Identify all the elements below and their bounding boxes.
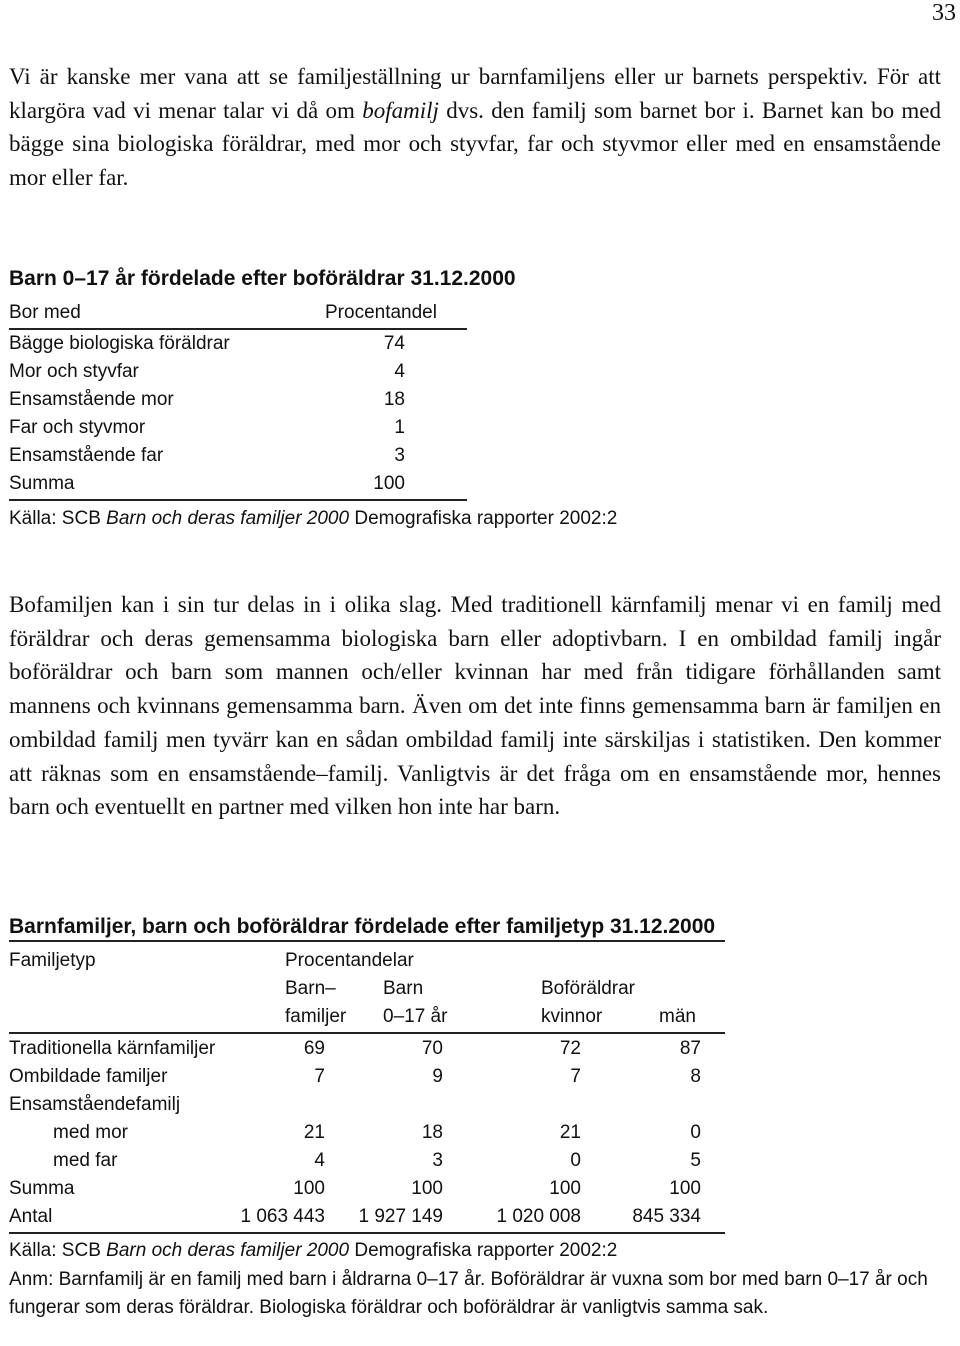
table2-cell-man: 87 xyxy=(679,1038,701,1059)
intro-paragraph xyxy=(9,60,941,195)
table2-source-prefix: Källa: SCB xyxy=(9,1240,107,1261)
table2-cell-barnfamiljer: 1 063 443 xyxy=(240,1206,325,1227)
table2-cell-barn: 3 xyxy=(432,1150,443,1171)
table2-cell-kvinnor: 21 xyxy=(559,1122,581,1143)
table2-header-kvinnor: kvinnor xyxy=(541,1006,603,1027)
table2-cell-kvinnor: 100 xyxy=(549,1178,581,1199)
table1-row-value: 100 xyxy=(373,473,405,494)
table2-row-label: Antal xyxy=(9,1206,53,1227)
table2-header-man: män xyxy=(659,1006,696,1027)
table2-header-boforaldrar: Boföräldrar xyxy=(541,978,635,999)
table2-source-suffix: Demografiska rapporter 2002:2 xyxy=(349,1240,618,1261)
table1-source-title: Barn och deras familjer 2000 xyxy=(106,508,350,529)
table1-row-value: 1 xyxy=(394,417,405,438)
table2-cell-man: 8 xyxy=(690,1066,701,1087)
table2-source-title: Barn och deras familjer 2000 xyxy=(106,1240,350,1261)
intro-paragraph-emphasis: bofamilj xyxy=(362,97,439,123)
table1-row-label: Mor och styvfar xyxy=(9,361,139,382)
table2-cell-kvinnor: 7 xyxy=(570,1066,581,1087)
table1-row-label: Ensamstående mor xyxy=(9,389,174,410)
table2-row-label: Summa xyxy=(9,1178,75,1199)
table2-cell-barnfamiljer: 4 xyxy=(314,1150,325,1171)
table2-header-barnfamiljer-line2: familjer xyxy=(285,1006,347,1027)
table2-cell-man: 0 xyxy=(690,1122,701,1143)
table2-cell-barn: 18 xyxy=(421,1122,443,1143)
table2-cell-barnfamiljer: 69 xyxy=(303,1038,325,1059)
table2-row-label: Ensamståendefamilj xyxy=(9,1094,181,1115)
table2-cell-barnfamiljer: 21 xyxy=(303,1122,325,1143)
table2-cell-barn: 1 927 149 xyxy=(358,1206,443,1227)
table2-row-label: med far xyxy=(53,1150,118,1171)
table2 xyxy=(9,948,729,1234)
table2-cell-barn: 100 xyxy=(411,1178,443,1199)
table2-header-procentandelar: Procentandelar xyxy=(285,950,414,971)
table1-row-label: Summa xyxy=(9,473,75,494)
bofamilj-paragraph: Bofamiljen kan i sin tur delas in i olika slag. Med traditionell kärnfamilj menar vi en familj med föräldrar och deras gemensamma biologiska barn eller adoptivbarn. I en ombildad familj ingår boföräldrar och barn som mannen och/eller kvinnan har med från tidigare förhållanden samt mannens och kvinnans gemensamma barn. Även om det inte finns gemensamma barn är familjen en ombildad familj men tyvärr kan en sådan ombildad familj inte särskiljas i statistiken. Den kommer att räknas som en ensamstående–familj. Vanligtvis är det fråga om en ensamstående mor, hennes barn och eventuellt en partner med vilken hon inte har barn. xyxy=(9,592,941,820)
table1-header-procentandel: Procentandel xyxy=(325,302,437,323)
table2-cell-kvinnor: 0 xyxy=(570,1150,581,1171)
table1-row-label: Ensamstående far xyxy=(9,445,164,466)
table2-header-barnfamiljer-line1: Barn– xyxy=(285,978,336,999)
table2-source xyxy=(9,1238,617,1264)
table2-title-rule xyxy=(9,940,725,942)
table2-header-familjetyp: Familjetyp xyxy=(9,950,96,971)
table2-header-barn-line2: 0–17 år xyxy=(383,1006,448,1027)
table1-source-prefix: Källa: SCB xyxy=(9,508,107,529)
table1-row-label: Far och styvmor xyxy=(9,417,146,438)
table1-source xyxy=(9,506,617,532)
table1-row-value: 74 xyxy=(383,333,405,354)
table2-header-rule xyxy=(9,1032,725,1034)
table1-row-value: 3 xyxy=(394,445,405,466)
table1-row-value: 4 xyxy=(394,361,405,382)
table1-header-rule xyxy=(9,328,467,330)
table2-cell-barnfamiljer: 100 xyxy=(293,1178,325,1199)
table2-note: Anm: Barnfamilj är en familj med barn i åldrarna 0–17 år. Boföräldrar är vuxna som bor med barn 0–17 år och fungerar som deras föräldrar. Biologiska föräldrar och boföräldrar är vanligtvis samma sak. xyxy=(9,1269,928,1318)
table1-header-bor-med: Bor med xyxy=(9,302,81,323)
table2-row-label: med mor xyxy=(53,1122,128,1143)
table2-title: Barnfamiljer, barn och boföräldrar fördelade efter familjetyp 31.12.2000 xyxy=(9,915,716,938)
table1 xyxy=(9,298,469,502)
table2-cell-man: 100 xyxy=(669,1178,701,1199)
intro-paragraph-end: dvs. den familj som barnet bor i. Barnet kan bo med bägge sina biologiska föräldrar, med mor och styvfar, far och styvmor eller med en ensamstående mor eller far. xyxy=(9,97,942,191)
table1-row-value: 18 xyxy=(383,389,405,410)
table2-row-label: Traditionella kärnfamiljer xyxy=(9,1038,216,1059)
table2-cell-kvinnor: 72 xyxy=(559,1038,581,1059)
table2-cell-barn: 9 xyxy=(432,1066,443,1087)
page-number: 33 xyxy=(932,0,956,26)
table2-cell-barn: 70 xyxy=(421,1038,443,1059)
table1-source-suffix: Demografiska rapporter 2002:2 xyxy=(349,508,618,529)
table1-title: Barn 0–17 år fördelade efter boföräldrar 31.12.2000 xyxy=(9,267,516,290)
table2-cell-barnfamiljer: 7 xyxy=(314,1066,325,1087)
table2-cell-man: 5 xyxy=(690,1150,701,1171)
table1-bottom-rule xyxy=(9,499,467,501)
table2-bottom-rule xyxy=(9,1232,725,1234)
table2-row-label: Ombildade familjer xyxy=(9,1066,168,1087)
intro-paragraph-start: Vi är kanske mer vana att se familjeställning ur barnfamiljens eller ur barnets perspektiv. För att klargöra vad vi menar talar vi då om xyxy=(9,64,941,123)
table2-cell-kvinnor: 1 020 008 xyxy=(496,1206,581,1227)
table2-cell-man: 845 334 xyxy=(632,1206,701,1227)
table1-row-label: Bägge biologiska föräldrar xyxy=(9,333,230,354)
table2-header-barn-line1: Barn xyxy=(383,978,424,999)
